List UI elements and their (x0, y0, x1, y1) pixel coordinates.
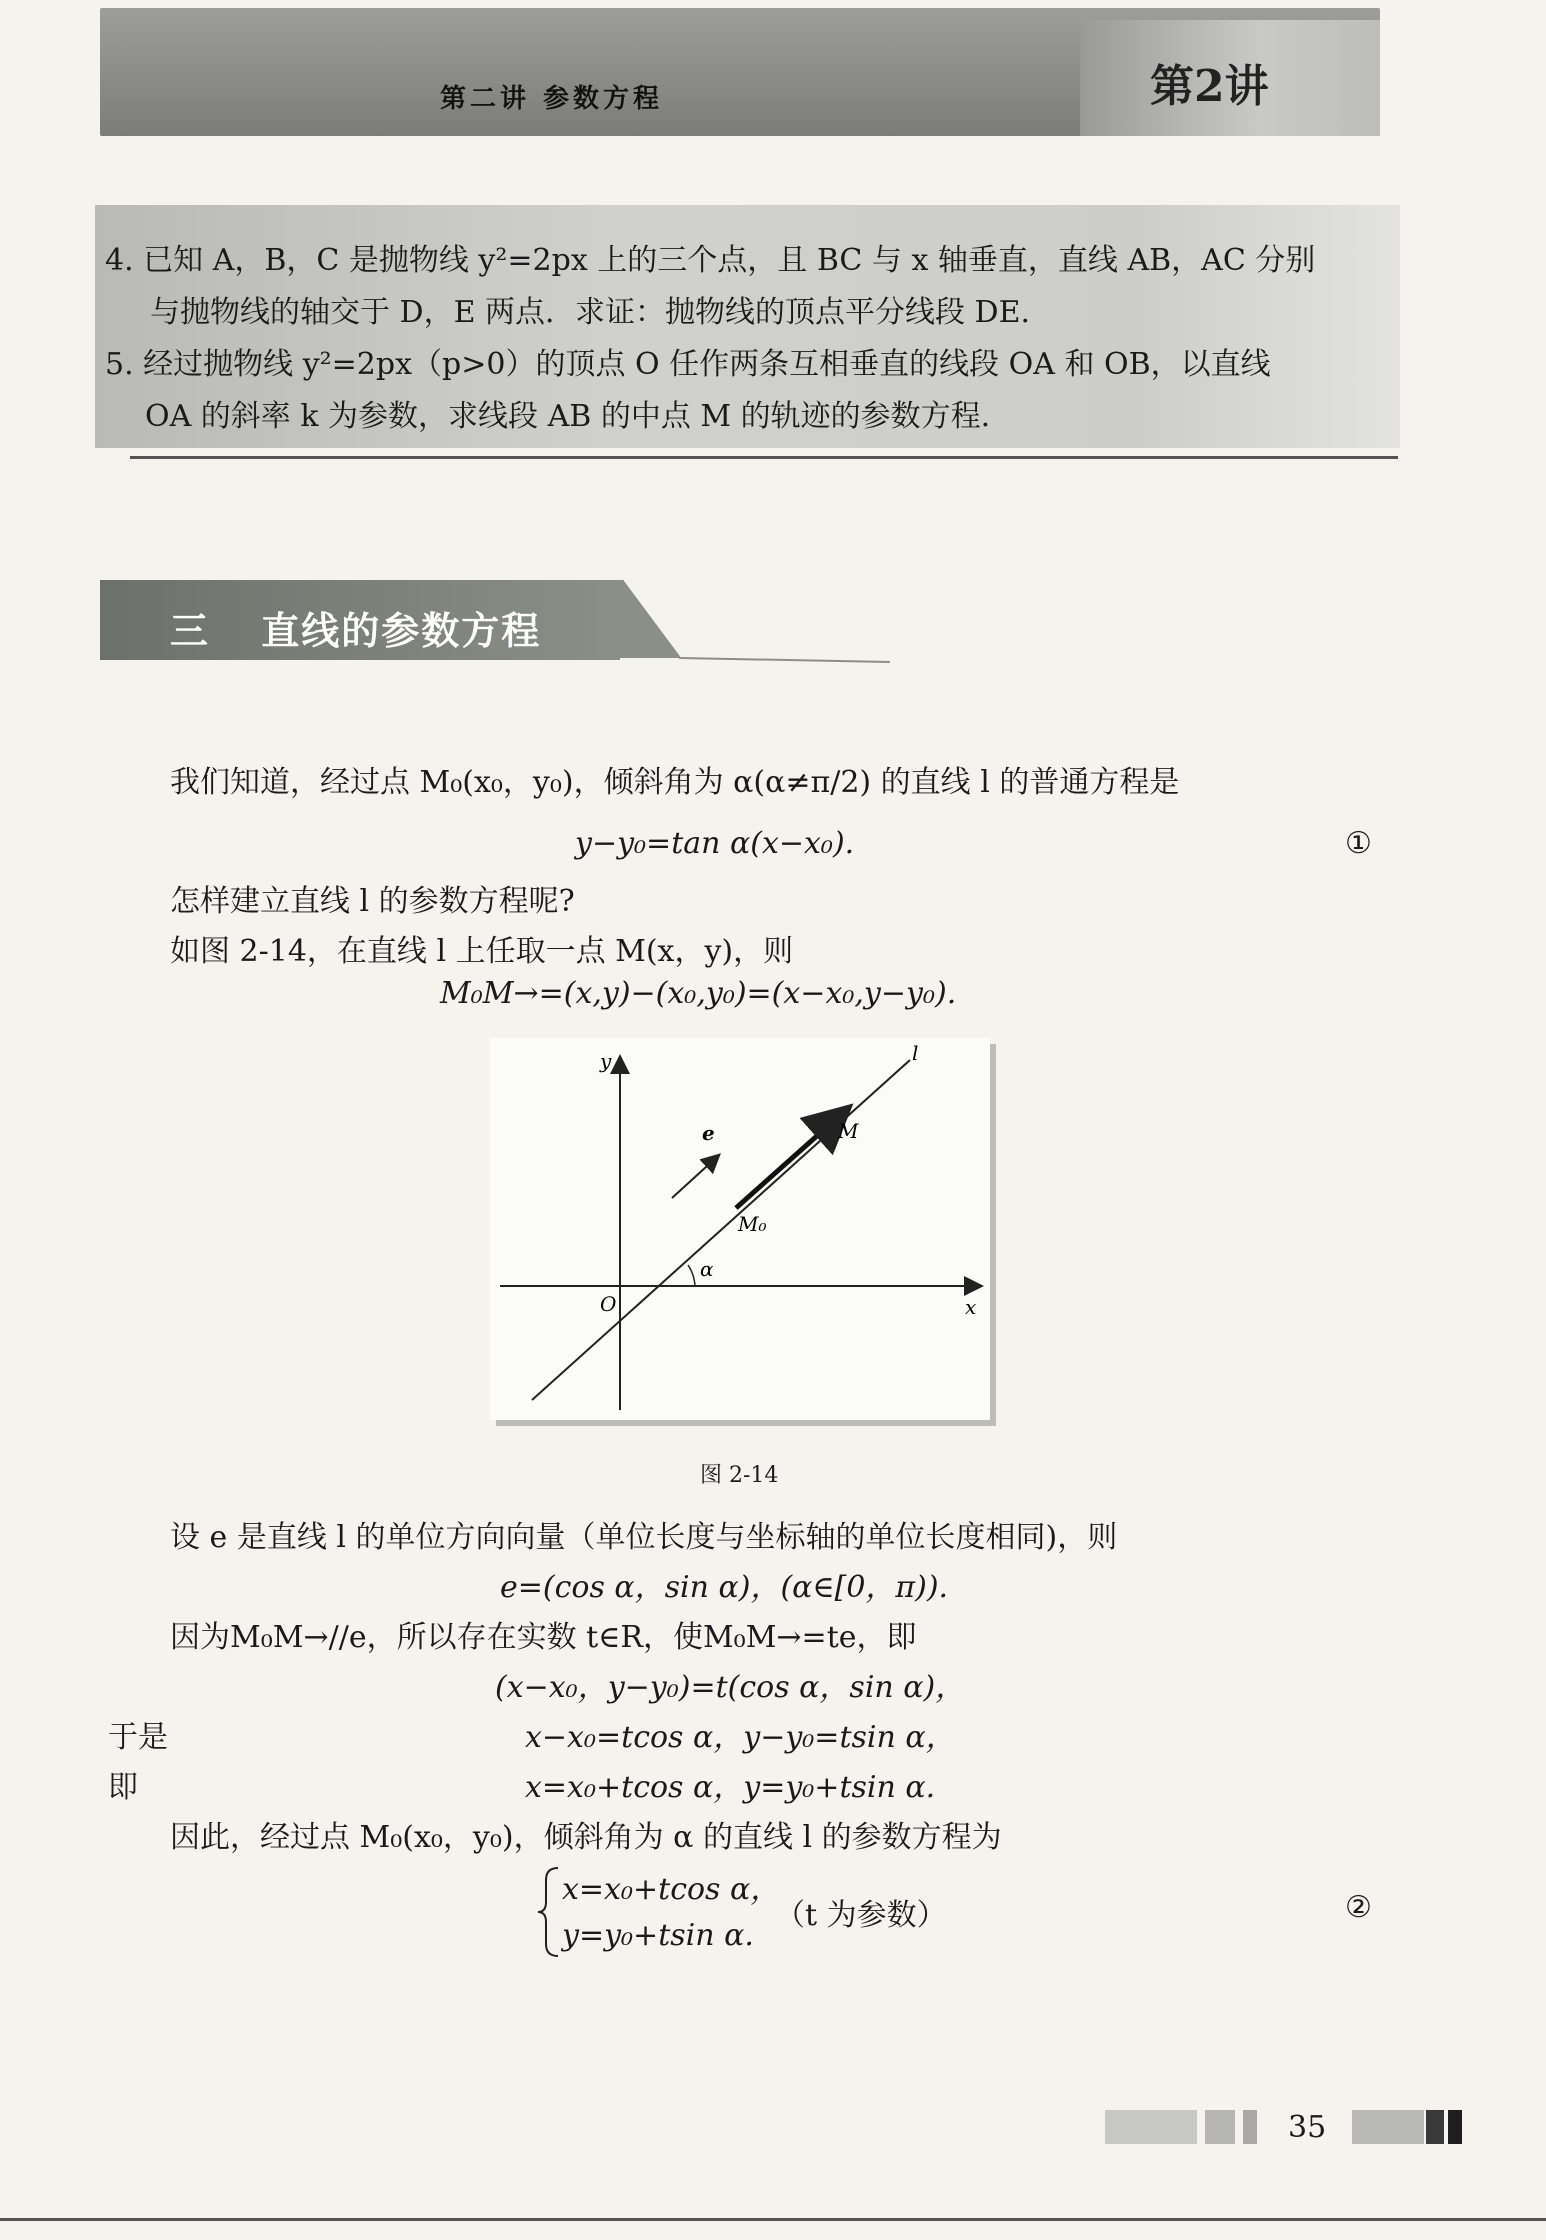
footer-bar-2 (1205, 2110, 1235, 2144)
footer-bar-6 (1448, 2110, 1462, 2144)
final-equation: x=x₀+tcos α，y=y₀+tsin α. (525, 1770, 936, 1805)
parametric-vector-equation: (x−x₀，y−y₀)=t(cos α，sin α)， (495, 1670, 966, 1705)
section-number: 三 (170, 609, 211, 653)
label-ji: 即 (108, 1770, 138, 1805)
section-title (170, 600, 541, 655)
equation-1-marker: ① (1345, 826, 1372, 861)
footer-bar-3 (1243, 2110, 1257, 2144)
figure-caption: 图 2-14 (700, 1463, 779, 1488)
unit-vector-equation: e=(cos α，sin α)，(α∈[0，π)). (500, 1570, 949, 1605)
system-brace (536, 1864, 564, 1960)
origin-label: O (600, 1292, 617, 1316)
paragraph-2: 怎样建立直线 l 的参数方程呢? (170, 884, 575, 919)
component-equation: x−x₀=tcos α，y−y₀=tsin α， (525, 1720, 956, 1755)
label-yushi: 于是 (108, 1720, 168, 1755)
exercise-5-line-2: OA 的斜率 k 为参数，求线段 AB 的中点 M 的轨迹的参数方程. (145, 399, 991, 434)
page-number: 35 (1288, 2110, 1327, 2145)
exercise-5-line-1: 5. 经过抛物线 y²=2px（p>0）的顶点 O 任作两条互相垂直的线段 OA 和 OB，以直线 (105, 347, 1271, 382)
footer-bar-4 (1352, 2110, 1424, 2144)
paragraph-6: 因此，经过点 M₀(x₀，y₀)，倾斜角为 α 的直线 l 的参数方程为 (170, 1820, 1002, 1855)
figure-diagram (490, 1038, 990, 1420)
header-title: 第二讲 参数方程 (440, 84, 664, 114)
exercise-4-line-2: 与抛物线的轴交于 D，E 两点．求证：抛物线的顶点平分线段 DE. (150, 295, 1031, 330)
angle-arc (688, 1265, 695, 1286)
vector-M0M (736, 1110, 846, 1208)
alpha-label: α (700, 1257, 714, 1281)
equation-2-marker: ② (1345, 1890, 1372, 1925)
header-chapter: 第2讲 (1150, 61, 1269, 112)
paragraph-1: 我们知道，经过点 M₀(x₀，y₀)，倾斜角为 α(α≠π/2) 的直线 l 的普通方程是 (170, 765, 1180, 800)
footer-bar-1 (1105, 2110, 1197, 2144)
param-note: （t 为参数） (775, 1898, 947, 1933)
vector-equation: M₀M→=(x,y)−(x₀,y₀)=(x−x₀,y−y₀). (440, 976, 957, 1011)
footer-rule (0, 2218, 1546, 2221)
unit-vector-e (672, 1156, 718, 1198)
x-axis-label: x (965, 1295, 977, 1319)
y-axis-label: y (600, 1049, 612, 1073)
paragraph-4: 设 e 是直线 l 的单位方向向量（单位长度与坐标轴的单位长度相同)，则 (170, 1520, 1118, 1555)
equation-1: y−y₀=tan α(x−x₀). (575, 826, 855, 861)
param-y-equation: y=y₀+tsin α. (562, 1918, 754, 1953)
section-banner-tail (600, 578, 900, 668)
section-title-text: 直线的参数方程 (261, 609, 542, 653)
M-label: M (838, 1119, 859, 1143)
M0-label: M₀ (738, 1212, 767, 1236)
paragraph-5: 因为M₀M→//e，所以存在实数 t∈R，使M₀M→=te，即 (170, 1620, 917, 1655)
figure-2-14 (490, 1038, 990, 1420)
paragraph-3: 如图 2-14，在直线 l 上任取一点 M(x，y)，则 (170, 934, 794, 969)
e-label: e (702, 1121, 715, 1145)
line-l-label: l (912, 1041, 919, 1065)
param-x-equation: x=x₀+tcos α， (562, 1872, 781, 1907)
footer-bar-5 (1426, 2110, 1444, 2144)
exercise-4-line-1: 4. 已知 A，B，C 是抛物线 y²=2px 上的三个点，且 BC 与 x 轴垂直，直线 AB，AC 分别 (105, 243, 1316, 278)
line-l (532, 1060, 910, 1400)
exercise-divider (130, 456, 1398, 459)
